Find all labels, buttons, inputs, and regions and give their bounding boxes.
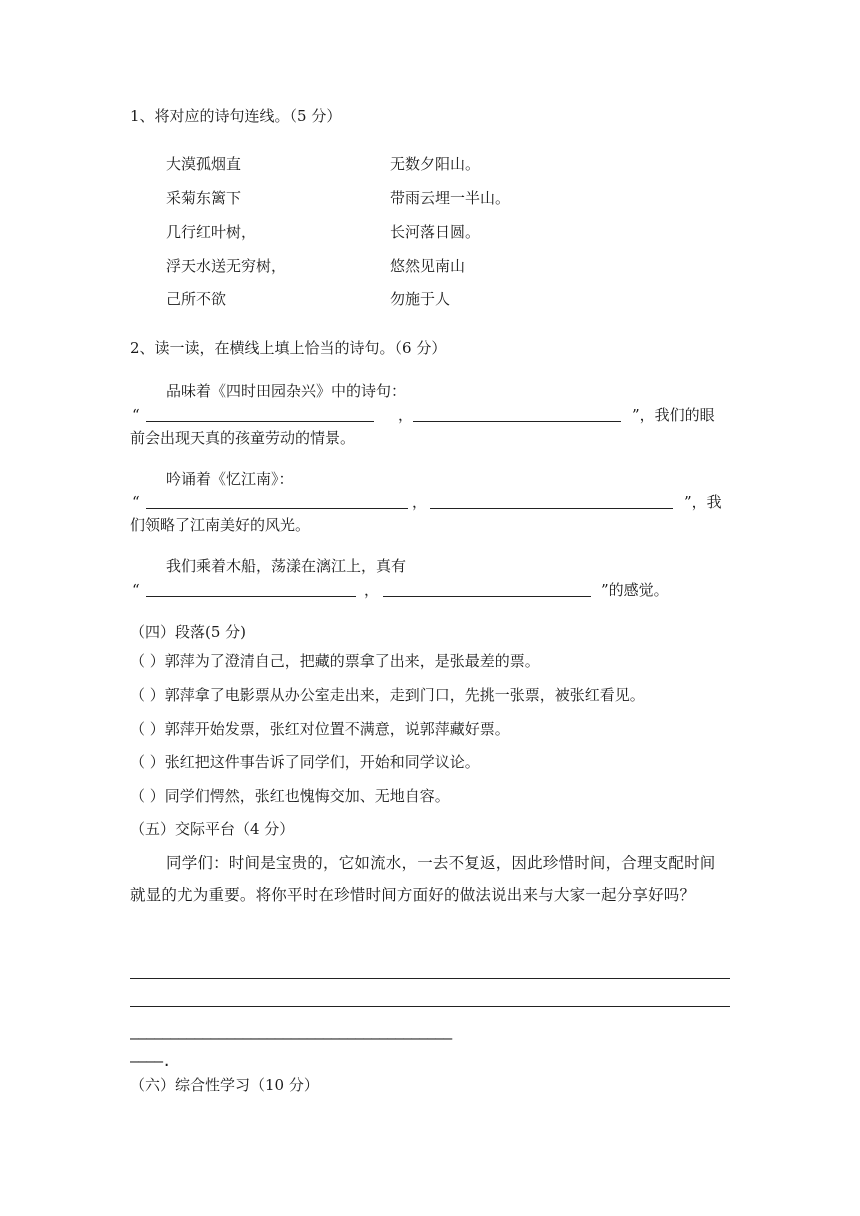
q1-right-line-3: 长河落日圆。: [390, 223, 481, 241]
sec4-order-blank-2[interactable]: （ ）: [130, 686, 165, 704]
q1-right-line-1: 无数夕阳山。: [390, 155, 481, 173]
sec5-answer-dash-tail[interactable]: ————.: [130, 1052, 171, 1070]
q1-left-line-5: 己所不欲: [166, 290, 227, 308]
q2-p1-tail: 前会出现天真的孩童劳动的情景。: [130, 429, 356, 447]
q2-p3-intro: 我们乘着木船，荡漾在漓江上，真有: [166, 557, 407, 575]
q2-p3-close: ”的感觉。: [601, 581, 669, 599]
q1-left-line-1: 大漠孤烟直: [166, 155, 242, 173]
q2-p1-open-quote: “: [132, 406, 140, 424]
sec5-prompt: 同学们：时间是宝贵的，它如流水，一去不复返，因此珍惜时间，合理支配时间就显的尤为重要。将你平时在珍惜时间方面好的做法说出来与大家一起分享好吗？: [130, 854, 716, 904]
q2-p2-intro: 吟诵着《忆江南》：: [166, 470, 294, 488]
sec4-order-blank-4[interactable]: （ ）: [130, 753, 165, 771]
sec4-order-item-2: [130, 686, 645, 704]
q2-p3-blank-1[interactable]: [146, 596, 356, 597]
sec4-order-blank-3[interactable]: （ ）: [130, 720, 165, 738]
sec6-title: （六）综合性学习（10 分）: [130, 1076, 319, 1094]
q2-p3-blank-2[interactable]: [383, 596, 591, 597]
q2-p1-blank-1[interactable]: [146, 421, 374, 422]
q2-p1-close: ”，我们的眼: [632, 406, 715, 424]
sec4-order-item-4: [130, 753, 480, 771]
q1-right-line-2: 带雨云埋一半山。: [390, 189, 511, 207]
q2-p2-open-quote: “: [132, 493, 140, 511]
q1-title: 1、将对应的诗句连线。（5 分）: [130, 107, 342, 125]
q1-left-line-2: 采菊东篱下: [166, 189, 242, 207]
q2-p1-intro: 品味着《四时田园杂兴》中的诗句：: [166, 382, 407, 400]
sec4-title: （四）段落(5 分): [130, 623, 247, 641]
q2-p3-open-quote: “: [132, 581, 140, 599]
q2-p2-close: ”，我: [684, 493, 722, 511]
sec4-order-text-3: 郭萍开始发票，张红对位置不满意，说郭萍藏好票。: [164, 720, 510, 738]
q2-p2-comma: ，: [412, 493, 428, 511]
q2-title: 2、读一读，在横线上填上恰当的诗句。（6 分）: [130, 339, 447, 357]
q2-p2-tail: 们领略了江南美好的风光。: [130, 516, 311, 534]
sec4-order-text-5: 同学们愕然，张红也愧悔交加、无地自容。: [164, 787, 450, 805]
q2-p1-comma: ，: [398, 406, 414, 424]
sec5-answer-line-2[interactable]: [130, 1006, 730, 1007]
q1-left-line-4: 浮天水送无穷树，: [166, 257, 287, 275]
q1-left-line-3: 几行红叶树，: [166, 223, 257, 241]
q2-p3-comma: ，: [364, 581, 380, 599]
sec5-answer-dash-line[interactable]: ————————————————————————————————————————: [130, 1029, 452, 1047]
q1-right-line-4: 悠然见南山: [390, 257, 466, 275]
sec4-order-item-1: [130, 652, 540, 670]
sec4-order-text-1: 郭萍为了澄清自己，把藏的票拿了出来，是张最差的票。: [164, 652, 540, 670]
sec5-title: （五）交际平台（4 分）: [130, 820, 295, 838]
q1-right-line-5: 勿施于人: [390, 290, 451, 308]
sec4-order-text-4: 张红把这件事告诉了同学们，开始和同学议论。: [164, 753, 480, 771]
q2-p2-blank-2[interactable]: [430, 508, 673, 509]
sec4-order-blank-5[interactable]: （ ）: [130, 787, 165, 805]
sec4-order-text-2: 郭萍拿了电影票从办公室走出来，走到门口，先挑一张票，被张红看见。: [164, 686, 645, 704]
sec4-order-blank-1[interactable]: （ ）: [130, 652, 165, 670]
sec4-order-item-5: [130, 787, 450, 805]
sec5-answer-line-1[interactable]: [130, 978, 730, 979]
q2-p1-blank-2[interactable]: [413, 421, 621, 422]
q2-p2-blank-1[interactable]: [146, 508, 408, 509]
sec4-order-item-3: [130, 720, 510, 738]
